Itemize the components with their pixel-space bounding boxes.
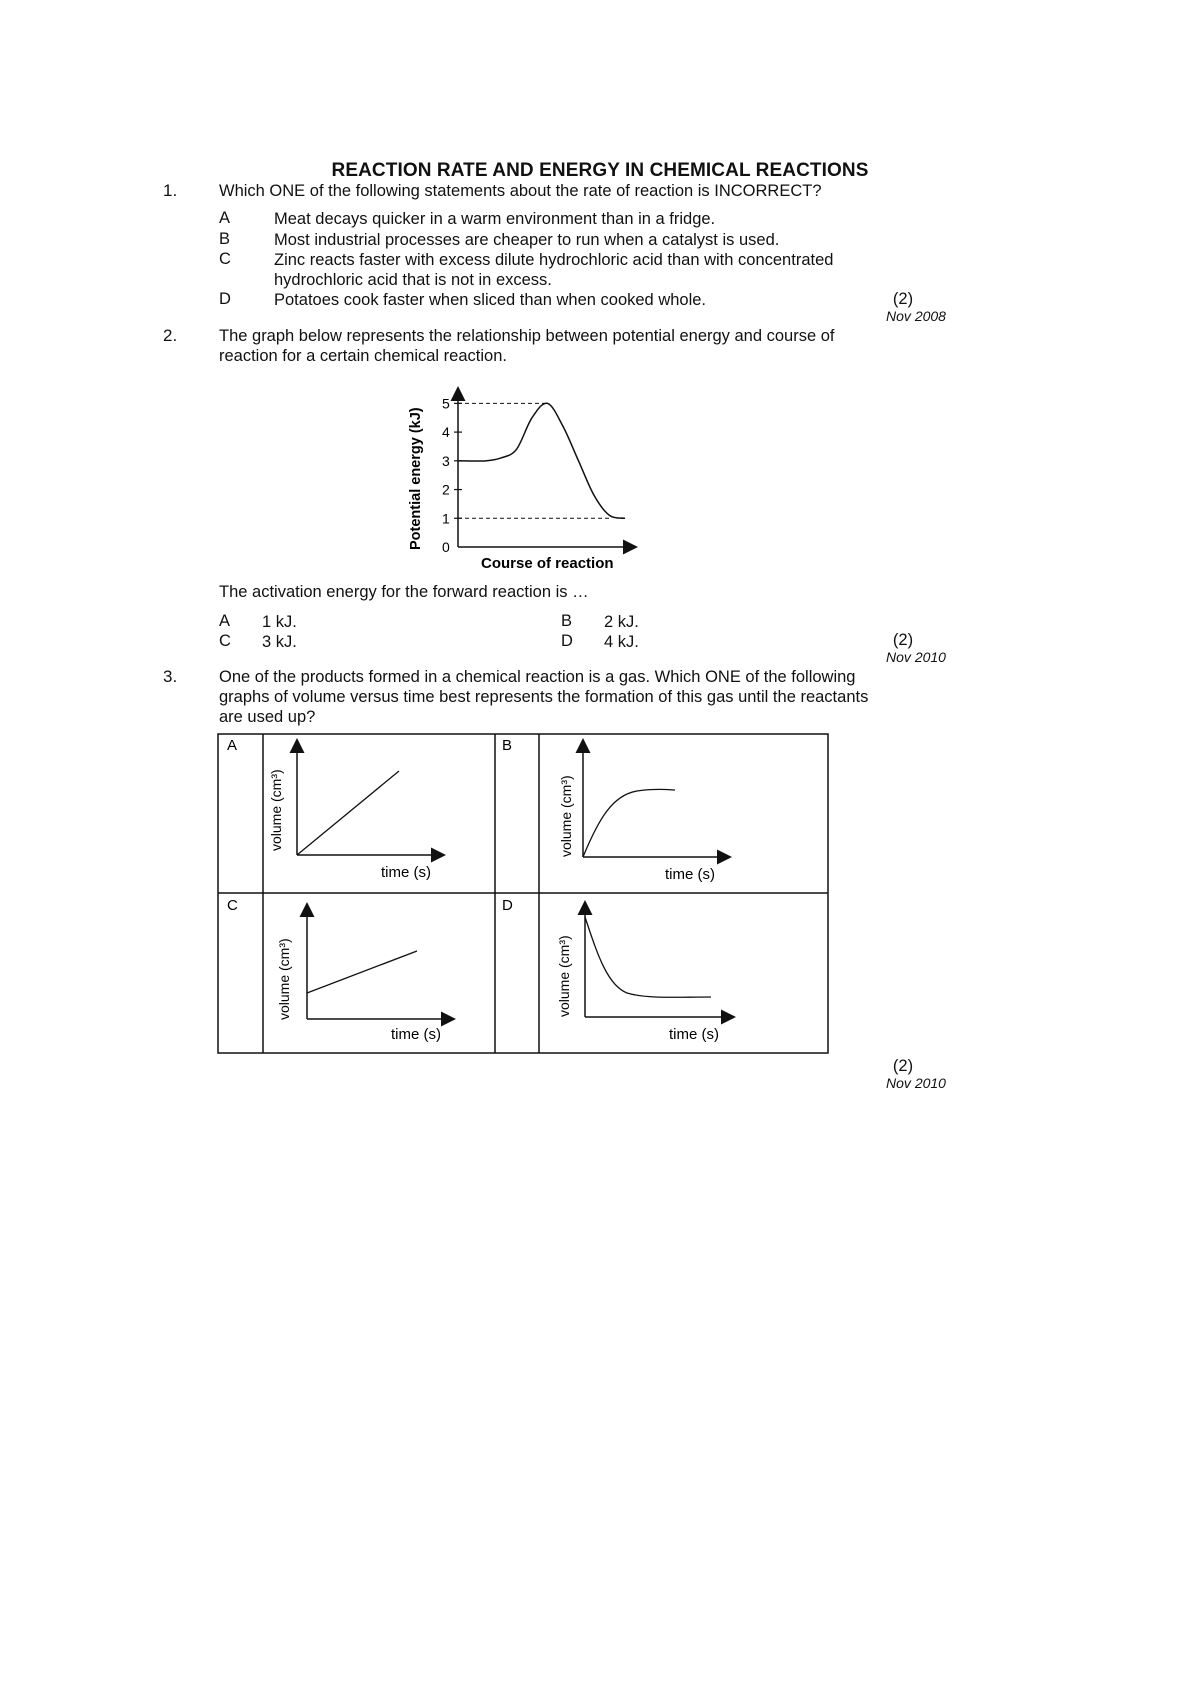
q1-option-b-letter: B <box>219 230 231 248</box>
page-title <box>0 160 1200 182</box>
graph-b-letter: B <box>502 737 513 754</box>
question-3-stem-line2: graphs of volume versus time best represents the formation of this gas until the reactants <box>219 688 869 706</box>
q1-option-d-text: Potatoes cook faster when sliced than when cooked whole. <box>274 291 707 309</box>
q2-option-b-text: 2 kJ. <box>604 613 639 631</box>
q3-source: Nov 2010 <box>886 1075 946 1091</box>
q1-source: Nov 2008 <box>886 308 946 324</box>
q2-option-a-letter: A <box>219 612 231 630</box>
chart-y-tick-label: 2 <box>442 481 450 498</box>
graph-d-curve <box>585 917 711 997</box>
question-3-number: 3. <box>163 667 178 686</box>
q1-option-c-text: Zinc reacts faster with excess dilute hydrochloric acid than with concentrated <box>274 251 834 269</box>
graph-c-curve <box>307 951 417 993</box>
page-title-text: REACTION RATE AND ENERGY IN CHEMICAL REACTIONS <box>331 160 869 181</box>
question-2-stem-line2: reaction for a certain chemical reaction. <box>219 347 507 365</box>
q1-option-d-letter: D <box>219 290 231 308</box>
graph-b-ylabel: volume (cm³) <box>558 775 574 857</box>
q1-option-b-text: Most industrial processes are cheaper to run when a catalyst is used. <box>274 231 780 249</box>
q3-graph-options-grid <box>217 733 830 1055</box>
question-3-stem-line3: are used up? <box>219 708 316 726</box>
q2-option-d-text: 4 kJ. <box>604 633 639 651</box>
q1-option-c-letter: C <box>219 250 231 268</box>
graph-a-letter: A <box>227 737 238 754</box>
q2-marks: (2) <box>892 631 914 649</box>
chart-y-tick-label: 3 <box>442 452 450 469</box>
question-2-prompt: The activation energy for the forward reaction is … <box>219 583 589 601</box>
chart-ylabel: Potential energy (kJ) <box>408 407 424 550</box>
potential-energy-chart <box>395 375 655 580</box>
q2-option-c-letter: C <box>219 632 231 650</box>
q2-source: Nov 2010 <box>886 649 946 665</box>
graph-b-xlabel: time (s) <box>665 866 715 883</box>
graph-d-ylabel: volume (cm³) <box>556 935 572 1017</box>
graph-c-letter: C <box>227 897 238 914</box>
question-2-stem: The graph below represents the relationship between potential energy and course of <box>219 327 835 345</box>
chart-xlabel: Course of reaction <box>481 555 614 572</box>
graph-c-xlabel: time (s) <box>391 1026 441 1043</box>
q1-option-c-text-line2: hydrochloric acid that is not in excess. <box>274 271 552 289</box>
graph-a-xlabel: time (s) <box>381 864 431 881</box>
graph-b-curve <box>583 789 675 857</box>
chart-y-tick-label: 1 <box>442 510 450 527</box>
q1-option-a-letter: A <box>219 209 231 227</box>
graph-a-ylabel: volume (cm³) <box>268 769 284 851</box>
question-1-stem: Which ONE of the following statements about the rate of reaction is INCORRECT? <box>219 182 822 200</box>
graph-a-curve <box>297 771 399 855</box>
q2-option-d-letter: D <box>561 632 573 650</box>
q1-marks: (2) <box>892 290 914 308</box>
question-1-number: 1. <box>163 181 178 200</box>
q3-marks: (2) <box>892 1057 914 1075</box>
chart-series-line <box>458 403 625 518</box>
graph-d-xlabel: time (s) <box>669 1026 719 1043</box>
graph-c-ylabel: volume (cm³) <box>276 938 292 1020</box>
q2-option-a-text: 1 kJ. <box>262 613 297 631</box>
chart-y-tick-label: 5 <box>442 395 450 412</box>
graph-d-letter: D <box>502 897 513 914</box>
chart-y-tick-label: 4 <box>442 424 450 441</box>
q1-option-a-text: Meat decays quicker in a warm environment than in a fridge. <box>274 210 716 228</box>
chart-y-tick-label: 0 <box>442 539 450 555</box>
q2-option-c-text: 3 kJ. <box>262 633 297 651</box>
question-3-stem: One of the products formed in a chemical reaction is a gas. Which ONE of the following <box>219 668 856 686</box>
q2-option-b-letter: B <box>561 612 573 630</box>
question-2-number: 2. <box>163 326 178 345</box>
